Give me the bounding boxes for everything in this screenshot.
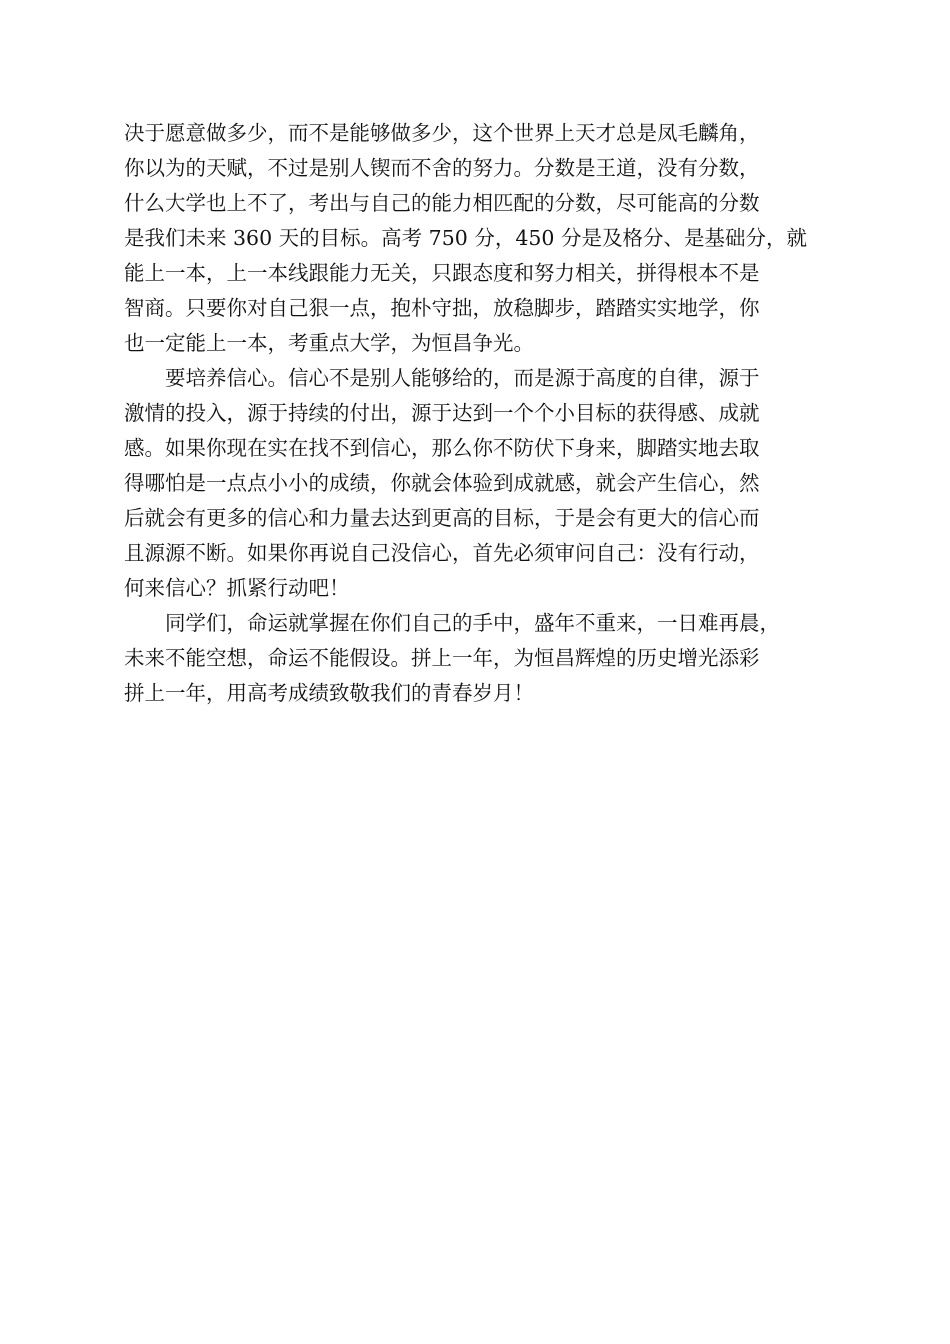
text-line: 拼上一年，用高考成绩致敬我们的青春岁月！ — [124, 681, 534, 705]
text-line: 智商。只要你对自己狠一点，抱朴守拙，放稳脚步，踏踏实实地学，你 — [124, 296, 760, 320]
text-line: 什么大学也上不了，考出与自己的能力相匹配的分数，尽可能高的分数 — [124, 191, 760, 215]
text-line: 未来不能空想，命运不能假设。拼上一年，为恒昌辉煌的历史增光添彩 — [124, 646, 760, 670]
text-line: 得哪怕是一点点小小的成绩，你就会体验到成就感，就会产生信心，然 — [124, 471, 760, 495]
text-line: 激情的投入，源于持续的付出，源于达到一个个小目标的获得感、成就 — [124, 401, 760, 425]
text-line: 决于愿意做多少，而不是能够做多少，这个世界上天才总是凤毛麟角， — [124, 121, 760, 145]
text-line: 也一定能上一本，考重点大学，为恒昌争光。 — [124, 331, 534, 355]
text-line: 你以为的天赋，不过是别人锲而不舍的努力。分数是王道，没有分数， — [124, 156, 760, 180]
document-body — [124, 116, 844, 711]
text-line: 能上一本，上一本线跟能力无关，只跟态度和努力相关，拼得根本不是 — [124, 261, 760, 285]
text-line: 要培养信心。信心不是别人能够给的，而是源于高度的自律，源于 — [124, 366, 760, 390]
text-line: 感。如果你现在实在找不到信心，那么你不防伏下身来，脚踏实地去取 — [124, 436, 760, 460]
text-line: 后就会有更多的信心和力量去达到更高的目标，于是会有更大的信心而 — [124, 506, 760, 530]
text-line: 且源源不断。如果你再说自己没信心，首先必须审问自己：没有行动， — [124, 541, 760, 565]
text-line: 何来信心？抓紧行动吧！ — [124, 576, 350, 600]
text-line: 同学们，命运就掌握在你们自己的手中，盛年不重来，一日难再晨， — [124, 611, 780, 635]
text-line: 是我们未来 360 天的目标。高考 750 分，450 分是及格分、是基础分，就 — [124, 226, 807, 250]
